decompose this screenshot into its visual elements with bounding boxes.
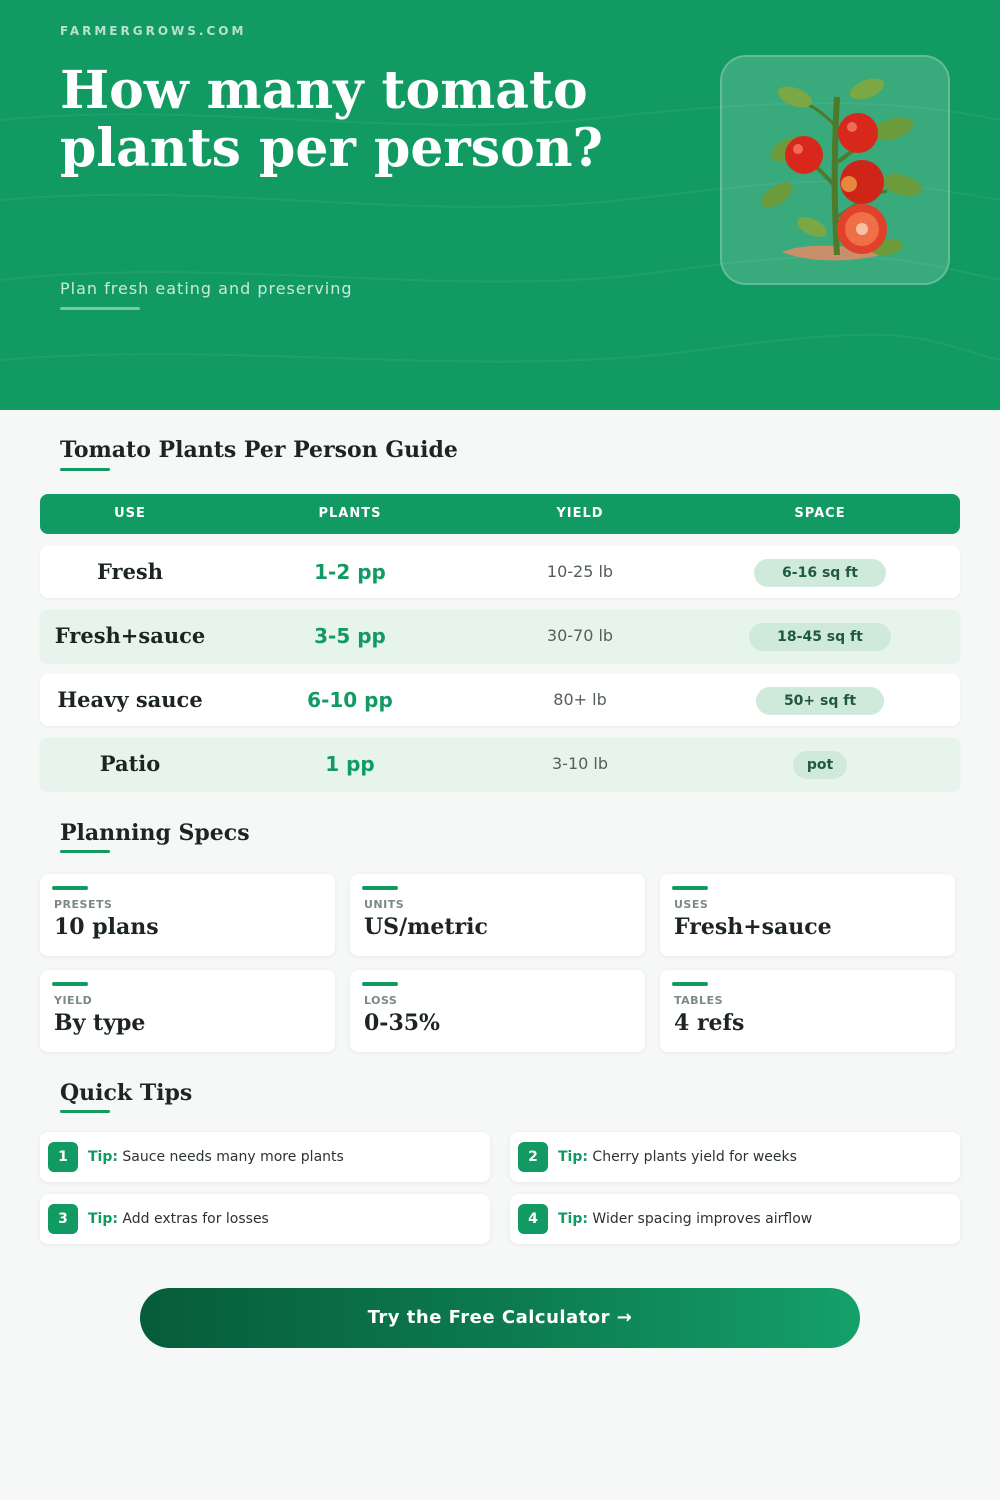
specs-section-title: Planning Specs bbox=[60, 820, 250, 846]
cell-plants: 1 pp bbox=[325, 752, 375, 776]
space-badge: 6-16 sq ft bbox=[754, 559, 886, 587]
spec-accent-bar bbox=[52, 886, 88, 890]
column-header-use: USE bbox=[114, 506, 146, 521]
hero-banner bbox=[0, 0, 1000, 410]
guide-section-title: Tomato Plants Per Person Guide bbox=[60, 437, 458, 463]
spec-label: LOSS bbox=[364, 994, 398, 1007]
cell-yield: 30-70 lb bbox=[546, 626, 614, 645]
spec-label: USES bbox=[674, 898, 709, 911]
column-header-yield: YIELD bbox=[556, 506, 604, 521]
tips-section-title: Quick Tips bbox=[60, 1080, 193, 1106]
spec-card bbox=[350, 970, 645, 1052]
tip-number-badge: 1 bbox=[48, 1142, 78, 1172]
spec-accent-bar bbox=[672, 982, 708, 986]
spec-value: 0-35% bbox=[364, 1010, 440, 1036]
table-row bbox=[40, 674, 960, 726]
table-row bbox=[40, 610, 960, 662]
cell-use: Fresh+sauce bbox=[54, 623, 206, 648]
specs-section-underline bbox=[60, 850, 110, 853]
tip-number-badge: 2 bbox=[518, 1142, 548, 1172]
tip-card bbox=[510, 1132, 960, 1182]
tomato-plant-icon bbox=[737, 67, 937, 277]
cell-yield: 3-10 lb bbox=[552, 754, 608, 773]
subtitle-underline bbox=[60, 307, 140, 310]
page-subtitle: Plan fresh eating and preserving bbox=[60, 279, 353, 298]
spec-card bbox=[660, 874, 955, 956]
tip-prefix: Tip: bbox=[88, 1149, 118, 1165]
spec-value: By type bbox=[54, 1010, 146, 1036]
space-badge: pot bbox=[793, 751, 847, 779]
spec-card bbox=[660, 970, 955, 1052]
cell-use: Patio bbox=[99, 751, 161, 776]
cell-yield: 80+ lb bbox=[553, 690, 607, 709]
cell-yield: 10-25 lb bbox=[546, 562, 614, 581]
table-row bbox=[40, 738, 960, 790]
tips-section-underline bbox=[60, 1110, 110, 1113]
spec-value: 4 refs bbox=[674, 1010, 745, 1036]
tip-card bbox=[40, 1132, 490, 1182]
tip-text: Sauce needs many more plants bbox=[122, 1149, 344, 1165]
spec-card bbox=[40, 970, 335, 1052]
spec-value: 10 plans bbox=[54, 914, 159, 940]
space-badge: 18-45 sq ft bbox=[749, 623, 891, 651]
spec-label: UNITS bbox=[364, 898, 405, 911]
guide-section-underline bbox=[60, 468, 110, 471]
table-header bbox=[40, 494, 960, 534]
tip-card bbox=[510, 1194, 960, 1244]
space-badge: 50+ sq ft bbox=[756, 687, 884, 715]
spec-label: TABLES bbox=[674, 994, 723, 1007]
spec-card bbox=[350, 874, 645, 956]
table-row bbox=[40, 546, 960, 598]
cell-use: Heavy sauce bbox=[57, 687, 203, 712]
spec-accent-bar bbox=[362, 886, 398, 890]
site-name: FARMERGROWS.COM bbox=[60, 24, 247, 38]
free-calculator-button[interactable]: Try the Free Calculator → bbox=[140, 1288, 860, 1348]
spec-accent-bar bbox=[52, 982, 88, 986]
page-title: How many tomato plants per person? bbox=[60, 60, 604, 179]
cell-plants: 3-5 pp bbox=[314, 624, 386, 648]
hero-image-card bbox=[720, 55, 950, 285]
tip-prefix: Tip: bbox=[558, 1149, 588, 1165]
cell-use: Fresh bbox=[96, 559, 164, 584]
tip-text: Cherry plants yield for weeks bbox=[592, 1149, 797, 1165]
spec-value: US/metric bbox=[364, 914, 488, 940]
cell-plants: 6-10 pp bbox=[307, 688, 393, 712]
tip-number-badge: 4 bbox=[518, 1204, 548, 1234]
tip-card bbox=[40, 1194, 490, 1244]
spec-value: Fresh+sauce bbox=[674, 914, 832, 940]
spec-card bbox=[40, 874, 335, 956]
spec-label: PRESETS bbox=[54, 898, 113, 911]
spec-accent-bar bbox=[672, 886, 708, 890]
spec-label: YIELD bbox=[54, 994, 93, 1007]
column-header-space: SPACE bbox=[794, 506, 846, 521]
cell-plants: 1-2 pp bbox=[314, 560, 386, 584]
column-header-plants: PLANTS bbox=[318, 506, 382, 521]
tip-prefix: Tip: bbox=[88, 1211, 118, 1227]
spec-accent-bar bbox=[362, 982, 398, 986]
tip-number-badge: 3 bbox=[48, 1204, 78, 1234]
tip-prefix: Tip: bbox=[558, 1211, 588, 1227]
tip-text: Wider spacing improves airflow bbox=[592, 1211, 813, 1227]
tip-text: Add extras for losses bbox=[122, 1211, 269, 1227]
